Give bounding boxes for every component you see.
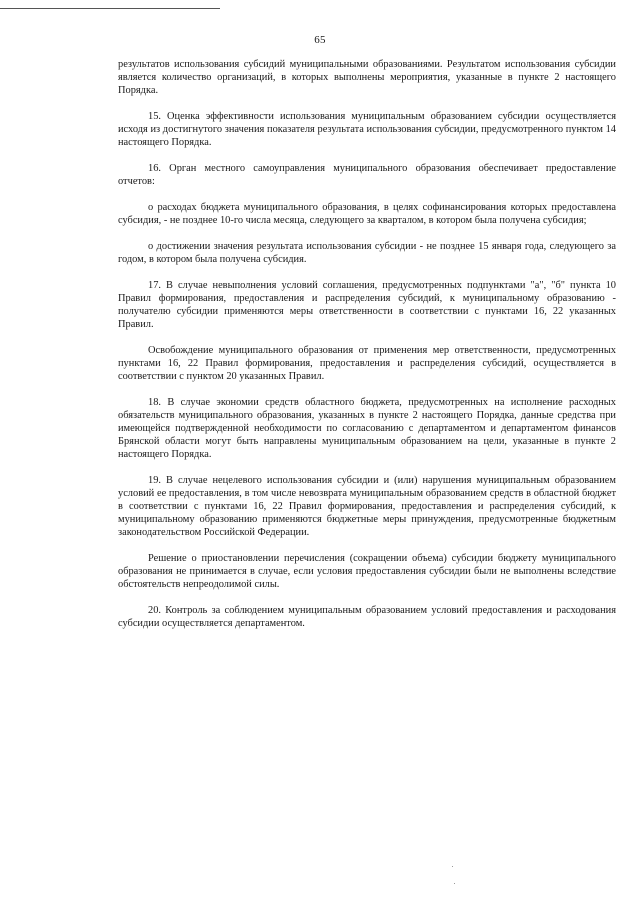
paragraph-item-19-suspension: Решение о приостановлении перечисления (сокращении объема) субсидии бюджету муниципального образования не принимается в случае, если условия предоставления субсидии были не выполнены вследствие обстоятельств непреодолимой силы.	[118, 553, 616, 590]
paragraph-item-19: 19. В случае нецелевого использования субсидии и (или) нарушения муниципальным образованием условий ее предоставления, в том числе невозврата муниципальным образованием средств в областной бюджет в соответствии с пунктами 16, 22 Правил формирования, предоставления и распределения субсидий, к муниципальному образованию применяются бюджетные меры принуждения, предусмотренные бюджетным законодательством Российской Федерации.	[118, 475, 616, 538]
paragraph-item-16-result: о достижении значения результата использования субсидии - не позднее 15 января года, следующего за годом, в котором была получена субсидия.	[118, 241, 616, 265]
document-body	[118, 58, 616, 630]
paragraph-item-16-expenses: о расходах бюджета муниципального образования, в целях софинансирования которых предоставлена субсидия, - не позднее 10-го числа месяца, следующего за кварталом, в котором была получена субсидия;	[118, 202, 616, 226]
paragraph-item-17: 17. В случае невыполнения условий соглашения, предусмотренных подпунктами "а", "б" пункта 10 Правил формирования, предоставления и распределения субсидий, к муниципальному образованию - получателю субсидии применяются меры ответственности в соответствии с пунктами 16, 22 указанных Правил.	[118, 280, 616, 330]
paragraph-item-18: 18. В случае экономии средств областного бюджета, предусмотренных на исполнение расходных обязательств муниципального образования, указанных в пункте 2 настоящего Порядка, данные средства при имеющейся подтвержденной необходимости по согласованию с департаментом и департаментом финансов Брянской области могут быть направлены муниципальным образованием на цели, указанные в пункте 2 настоящего Порядка.	[118, 397, 616, 460]
paragraph-continuation: результатов использования субсидий муниципальными образованиями. Результатом использования субсидии является количество организаций, в которых выполнены мероприятия, указанные в пункте 2 настоящего Порядка.	[118, 59, 616, 96]
scan-speck	[452, 866, 453, 867]
paragraph-item-20: 20. Контроль за соблюдением муниципальным образованием условий предоставления и расходования субсидии осуществляется департаментом.	[118, 605, 616, 629]
page-number: 65	[314, 34, 326, 46]
scan-edge-line	[0, 8, 220, 9]
paragraph-item-15: 15. Оценка эффективности использования муниципальным образованием субсидии осуществляется исходя из достигнутого значения показателя результата использования субсидии, предусмотренного пунктом 14 настоящего Порядка.	[118, 111, 616, 148]
paragraph-item-17-exemption: Освобождение муниципального образования от применения мер ответственности, предусмотренных пунктами 16, 22 Правил формирования, предоставления и распределения субсидий, осуществляется в соответствии с пунктом 20 указанных Правил.	[118, 345, 616, 382]
paragraph-item-16: 16. Орган местного самоуправления муниципального образования обеспечивает предоставление отчетов:	[118, 163, 616, 187]
scan-speck	[454, 883, 455, 884]
